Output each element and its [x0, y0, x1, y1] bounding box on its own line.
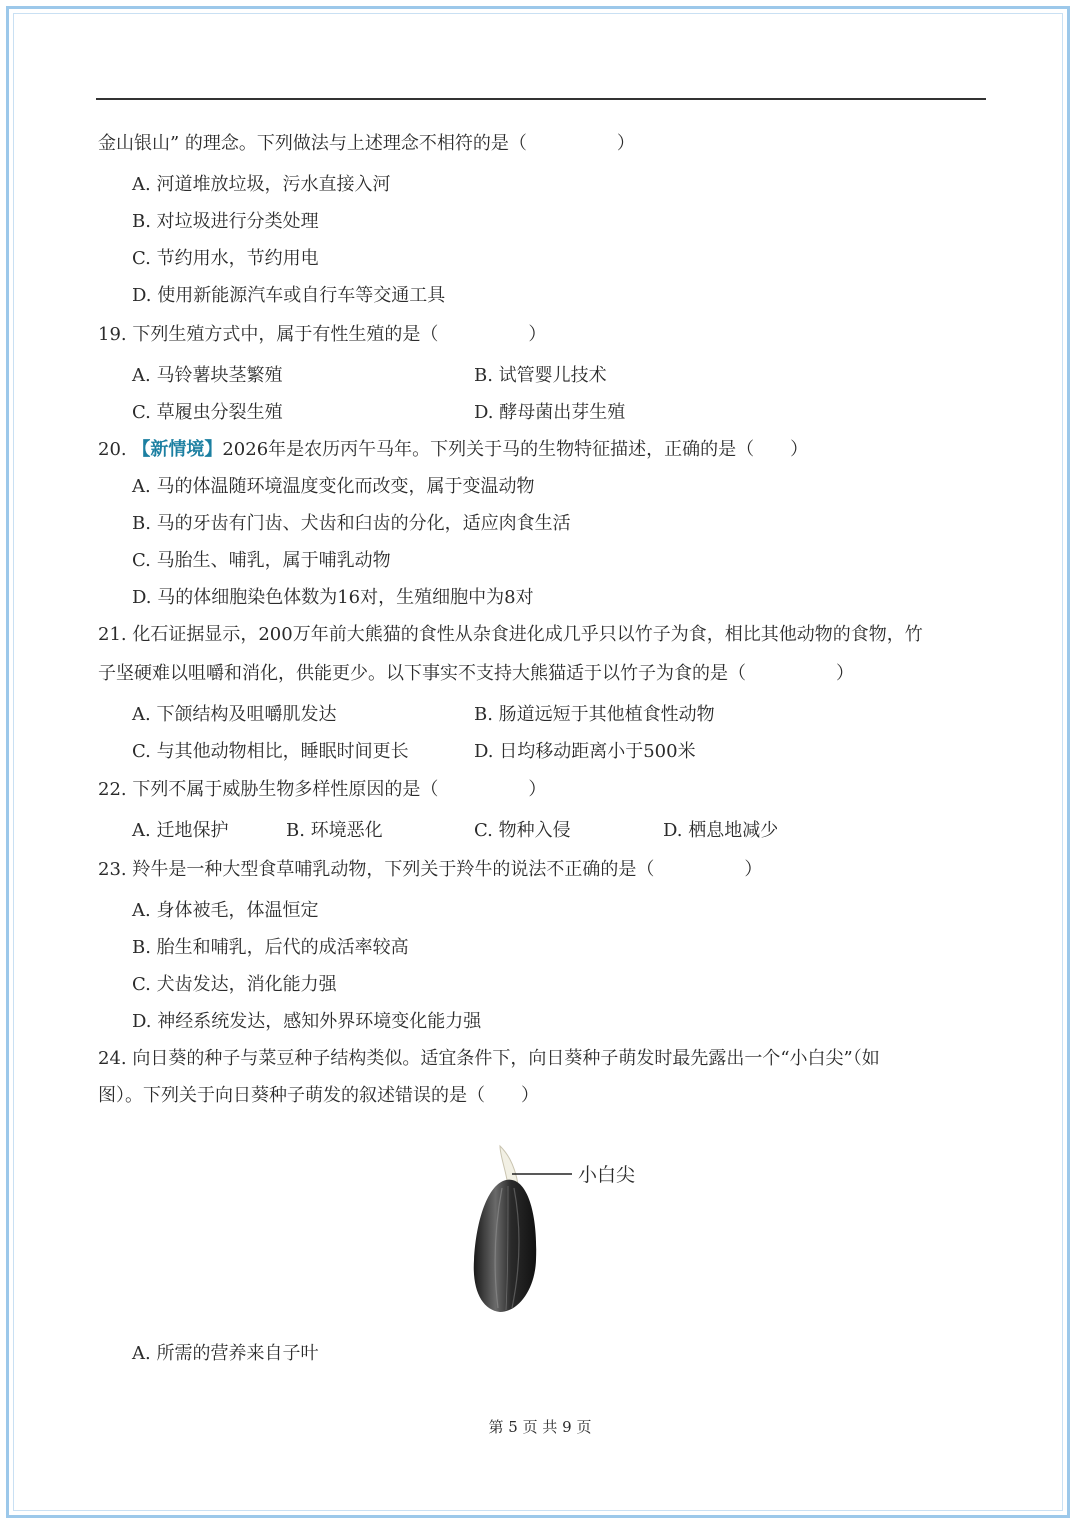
q23-option-b: B. 胎生和哺乳，后代的成活率较高	[132, 937, 409, 958]
q20-new-context-tag: 【新情境】	[132, 439, 223, 460]
q23-option-c: C. 犬齿发达，消化能力强	[132, 974, 337, 995]
q19-option-c: C. 草履虫分裂生殖	[132, 402, 283, 423]
q24-stem-line2: 图）。下列关于向日葵种子萌发的叙述错误的是（ ）	[98, 1085, 539, 1106]
q21-stem-line2: 子坚硬难以咀嚼和消化，供能更少。以下事实不支持大熊猫适于以竹子为食的是（ ）	[98, 663, 854, 684]
q21-option-c: C. 与其他动物相比，睡眠时间更长	[132, 741, 409, 762]
figure-label-white-tip: 小白尖	[578, 1164, 636, 1186]
q23-option-a: A. 身体被毛，体温恒定	[132, 900, 319, 921]
q22-option-b: B. 环境恶化	[286, 820, 383, 841]
q22-stem: 22. 下列不属于威胁生物多样性原因的是（ ）	[98, 779, 547, 800]
q21-option-b: B. 肠道远短于其他植食性动物	[474, 704, 715, 725]
page-footer: 第 5 页 共 9 页	[488, 1418, 592, 1436]
q24-option-a: A. 所需的营养来自子叶	[132, 1343, 319, 1364]
q20-option-d: D. 马的体细胞染色体数为16对，生殖细胞中为8对	[132, 587, 534, 608]
q20-stem	[98, 438, 808, 462]
q20-number: 20.	[98, 439, 133, 460]
q19-option-a: A. 马铃薯块茎繁殖	[132, 365, 283, 386]
q20-option-a: A. 马的体温随环境温度变化而改变，属于变温动物	[132, 476, 535, 497]
q21-stem-line1: 21. 化石证据显示，200万年前大熊猫的食性从杂食进化成几乎只以竹子为食，相比其他动物的食物，竹	[98, 624, 923, 645]
q20-option-c: C. 马胎生、哺乳，属于哺乳动物	[132, 550, 391, 571]
q21-option-a: A. 下颌结构及咀嚼肌发达	[132, 704, 337, 725]
q22-option-d: D. 栖息地减少	[663, 820, 779, 841]
q22-option-c: C. 物种入侵	[474, 820, 571, 841]
q22-option-a: A. 迁地保护	[132, 820, 229, 841]
q19-stem: 19. 下列生殖方式中，属于有性生殖的是（ ）	[98, 324, 547, 345]
q24-stem-line1: 24. 向日葵的种子与菜豆种子结构类似。适宜条件下，向日葵种子萌发时最先露出一个“小白尖”（如	[98, 1048, 880, 1069]
q18-option-b: B. 对垃圾进行分类处理	[132, 211, 319, 232]
q18-option-c: C. 节约用水，节约用电	[132, 248, 319, 269]
q20-stem-text: 2026年是农历丙午马年。下列关于马的生物特征描述，正确的是（ ）	[222, 439, 809, 460]
q18-stem-continuation: 金山银山” 的理念。下列做法与上述理念不相符的是（ ）	[98, 133, 635, 154]
q23-stem: 23. 羚牛是一种大型食草哺乳动物，下列关于羚牛的说法不正确的是（ ）	[98, 859, 763, 880]
q19-option-d: D. 酵母菌出芽生殖	[474, 402, 626, 423]
q19-option-b: B. 试管婴儿技术	[474, 365, 607, 386]
q21-option-d: D. 日均移动距离小于500米	[474, 741, 696, 762]
q18-option-a: A. 河道堆放垃圾，污水直接入河	[132, 174, 391, 195]
header-rule	[96, 98, 986, 100]
q20-option-b: B. 马的牙齿有门齿、犬齿和臼齿的分化，适应肉食生活	[132, 513, 571, 534]
q18-option-d: D. 使用新能源汽车或自行车等交通工具	[132, 285, 446, 306]
q23-option-d: D. 神经系统发达，感知外界环境变化能力强	[132, 1011, 482, 1032]
